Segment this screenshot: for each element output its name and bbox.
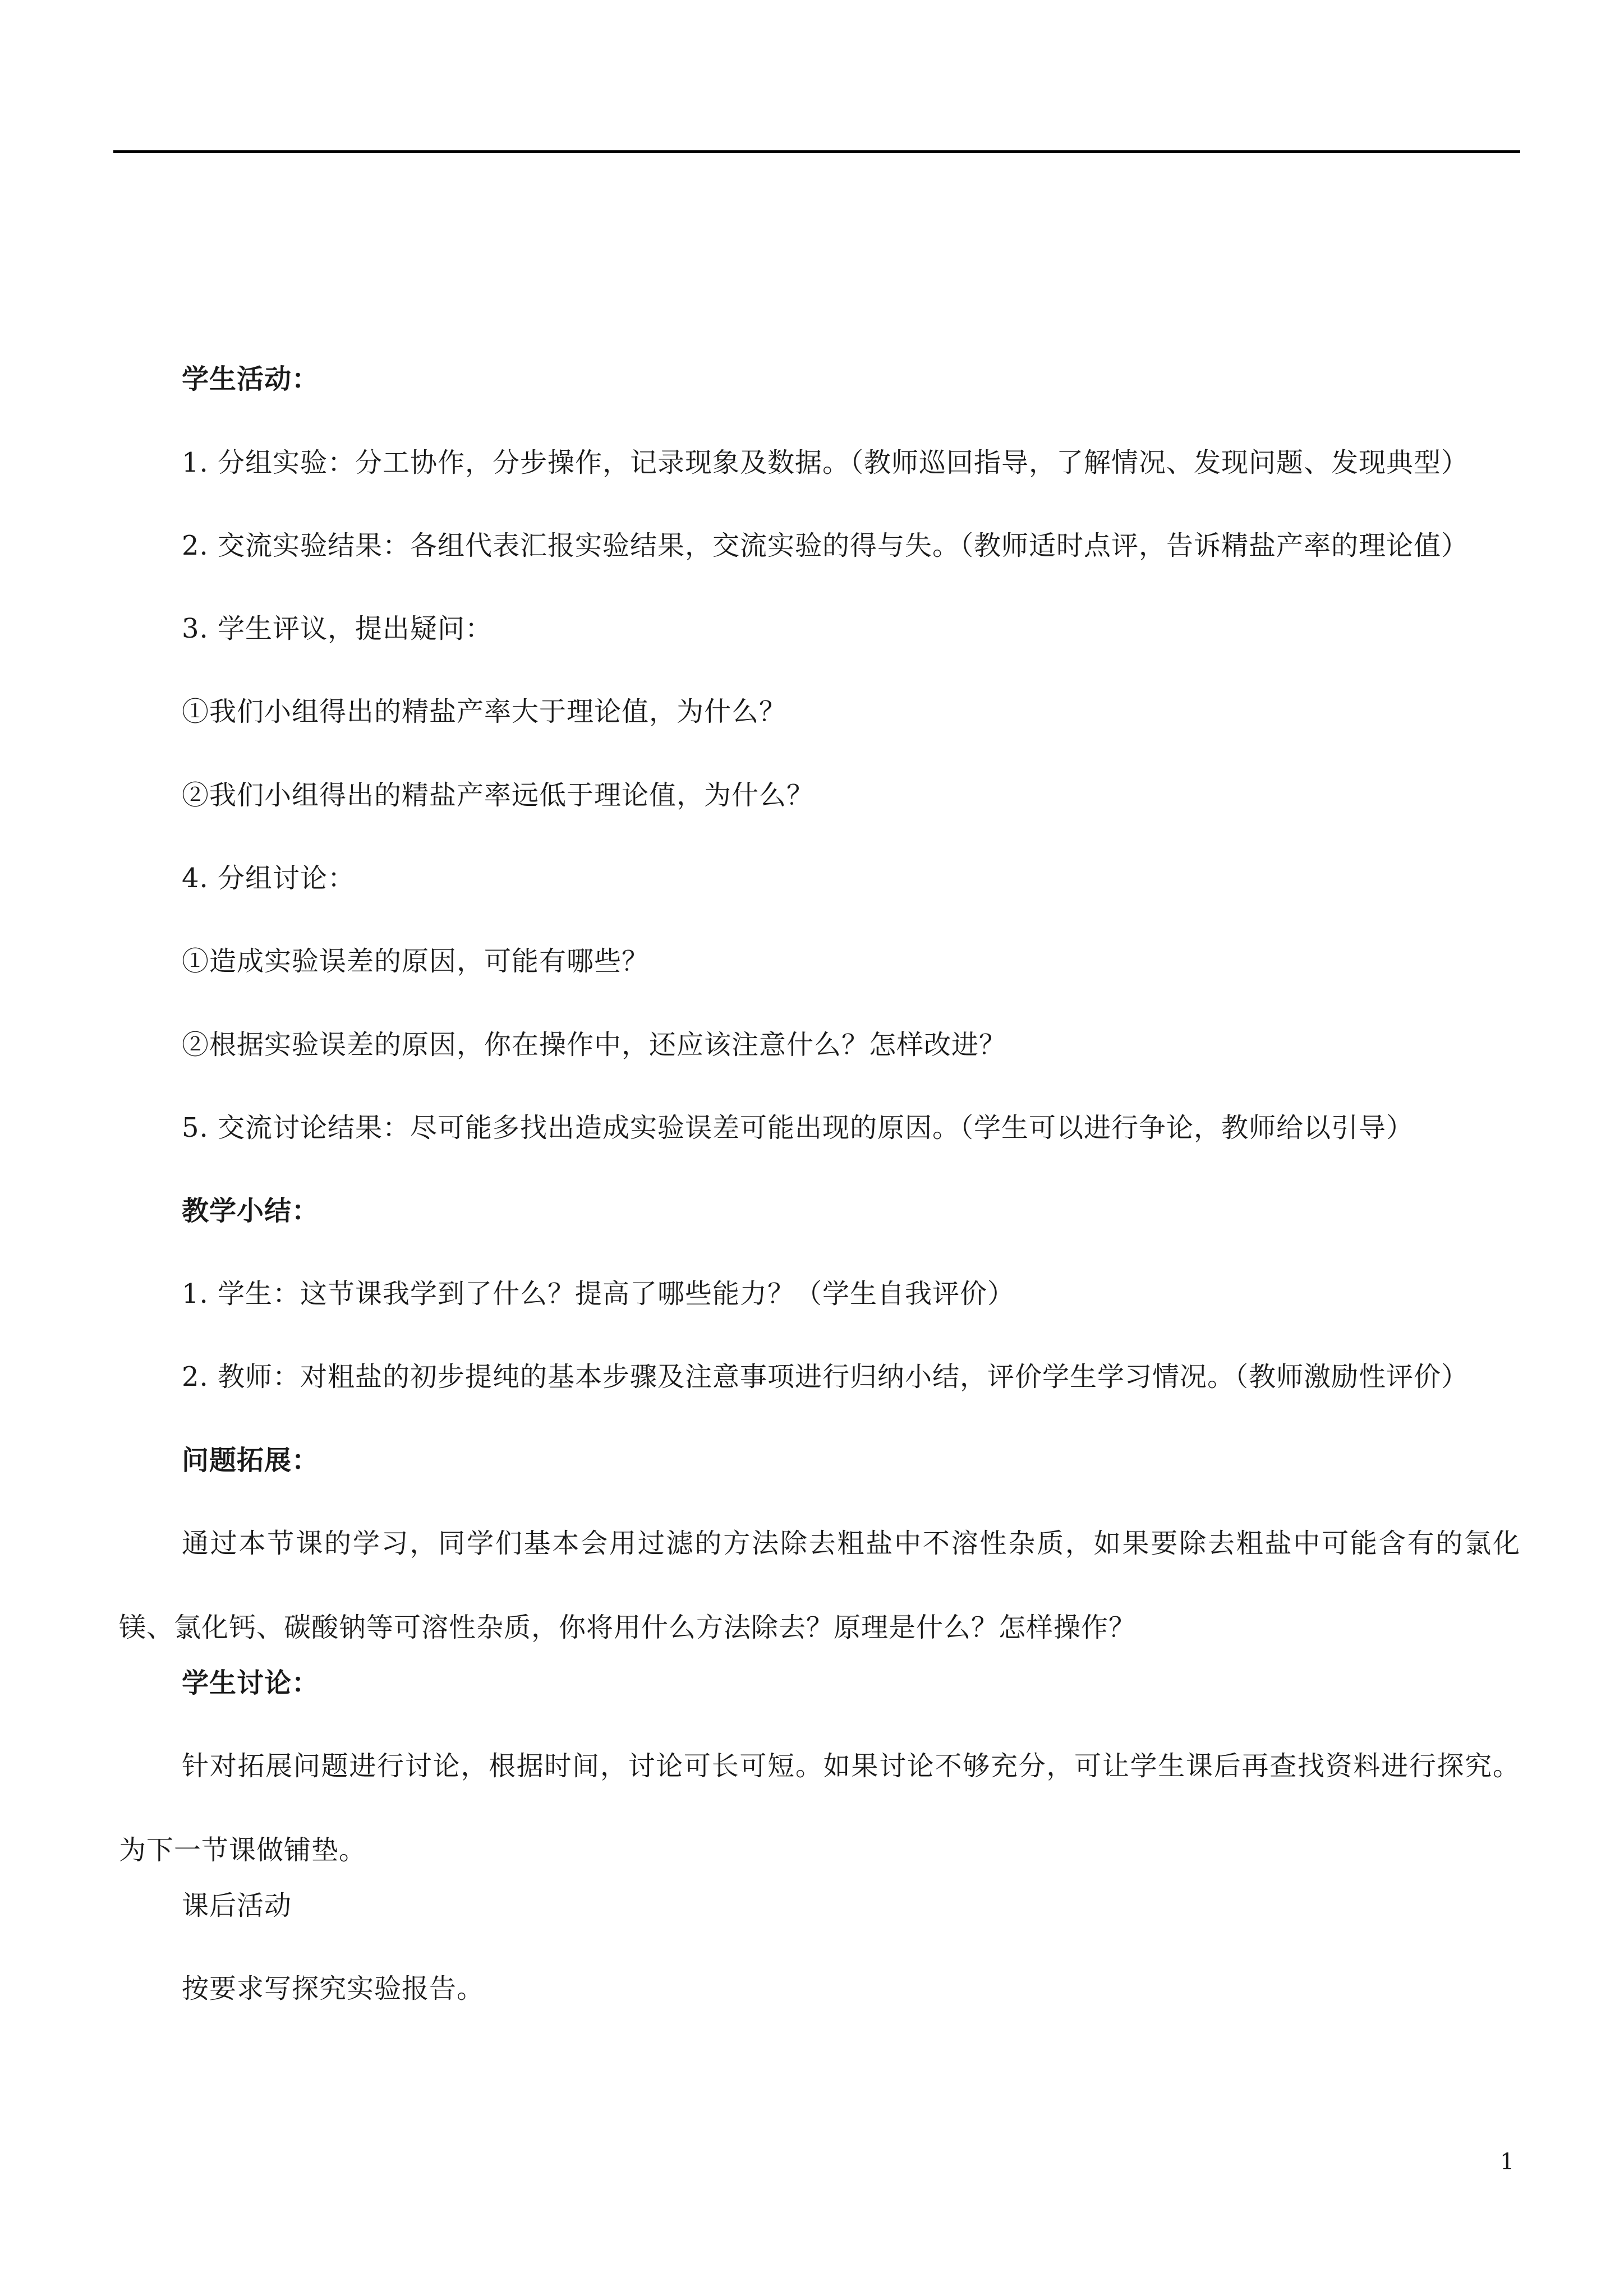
list-item: ①我们小组得出的精盐产率大于理论值，为什么？: [182, 696, 787, 727]
section-heading-problem-extension: 问题拓展：: [182, 1445, 320, 1476]
section-heading-teaching-summary: 教学小结：: [182, 1195, 320, 1227]
list-item: 2. 教师：对粗盐的初步提纯的基本步骤及注意事项进行归纳小结，评价学生学习情况。（教师激励性评价）: [182, 1361, 1469, 1393]
list-item: ①造成实验误差的原因，可能有哪些？: [182, 946, 650, 977]
paragraph-problem-extension: 通过本节课的学习，同学们基本会用过滤的方法除去粗盐中不溶性杂质，如果要除去粗盐中可能含有的氯化镁、氯化钙、碳酸钠等可溶性杂质，你将用什么方法除去？原理是什么？怎样操作？: [119, 1528, 1520, 1643]
section-heading-student-discussion: 学生讨论：: [182, 1667, 320, 1699]
list-item: 1. 分组实验：分工协作，分步操作，记录现象及数据。（教师巡回指导，了解情况、发现问题、发现典型）: [182, 447, 1469, 478]
page-number: 1: [1500, 2149, 1515, 2175]
section-heading-student-activity: 学生活动：: [182, 363, 320, 395]
list-item: ②根据实验误差的原因，你在操作中，还应该注意什么？怎样改进？: [182, 1029, 1007, 1061]
after-class-text: 按要求写探究实验报告。: [182, 1973, 485, 2004]
list-item: 5. 交流讨论结果：尽可能多找出造成实验误差可能出现的原因。（学生可以进行争论，教师给以引导）: [182, 1112, 1414, 1144]
list-item: 1. 学生：这节课我学到了什么？提高了哪些能力？（学生自我评价）: [182, 1278, 1015, 1310]
paragraph-student-discussion: 针对拓展问题进行讨论，根据时间，讨论可长可短。如果讨论不够充分，可让学生课后再查找资料进行探究。为下一节课做铺垫。: [119, 1750, 1520, 1866]
list-item: ②我们小组得出的精盐产率远低于理论值，为什么？: [182, 780, 815, 811]
header-rule: [113, 150, 1520, 153]
list-item: 3. 学生评议，提出疑问：: [182, 613, 493, 644]
section-heading-after-class: 课后活动: [182, 1890, 292, 1921]
list-item: 4. 分组讨论：: [182, 863, 356, 894]
list-item: 2. 交流实验结果：各组代表汇报实验结果，交流实验的得与失。（教师适时点评，告诉精盐产率的理论值）: [182, 530, 1469, 561]
